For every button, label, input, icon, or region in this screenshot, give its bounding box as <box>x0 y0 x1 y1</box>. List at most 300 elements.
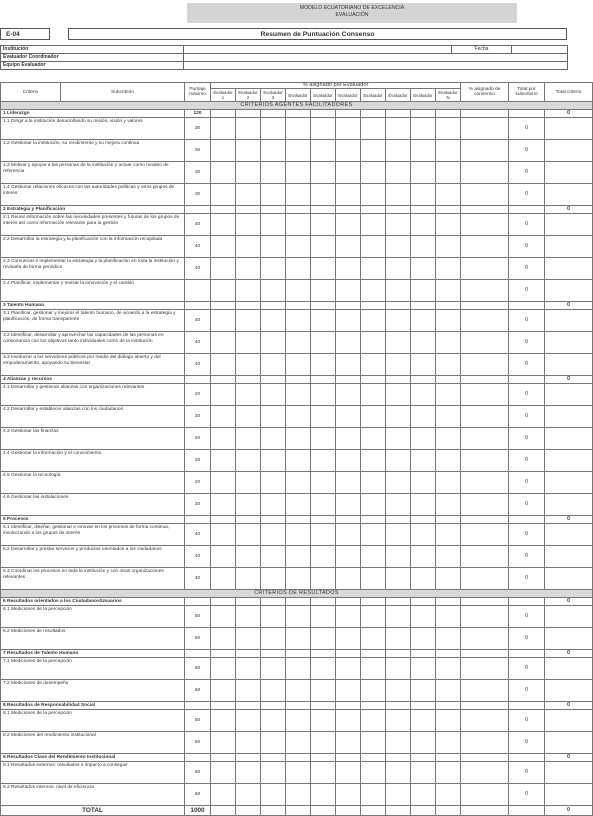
evaluator-score-cell[interactable] <box>361 568 386 590</box>
evaluator-score-cell[interactable] <box>436 428 461 450</box>
evaluator-score-cell[interactable] <box>411 784 436 806</box>
evaluator-score-cell[interactable] <box>386 310 411 332</box>
evaluator-score-cell[interactable] <box>211 184 236 206</box>
evaluator-score-cell[interactable] <box>436 472 461 494</box>
evaluator-score-cell[interactable] <box>361 118 386 140</box>
evaluator-score-cell[interactable] <box>261 384 286 406</box>
evaluator-score-cell[interactable] <box>336 658 361 680</box>
evaluator-score-cell[interactable] <box>386 628 411 650</box>
evaluator-score-cell[interactable] <box>436 354 461 376</box>
evaluator-score-cell[interactable] <box>361 162 386 184</box>
evaluator-score-cell[interactable] <box>286 332 311 354</box>
evaluator-score-cell[interactable] <box>211 354 236 376</box>
evaluator-score-cell[interactable] <box>261 354 286 376</box>
evaluator-score-cell[interactable] <box>436 406 461 428</box>
evaluator-score-cell[interactable] <box>236 546 261 568</box>
consensus-score-cell[interactable] <box>461 384 509 406</box>
evaluator-score-cell[interactable] <box>211 280 236 302</box>
evaluator-score-cell[interactable] <box>311 140 336 162</box>
evaluator-score-cell[interactable] <box>261 762 286 784</box>
evaluator-score-cell[interactable] <box>386 406 411 428</box>
evaluator-score-cell[interactable] <box>336 784 361 806</box>
evaluator-score-cell[interactable] <box>261 332 286 354</box>
evaluator-score-cell[interactable] <box>211 214 236 236</box>
evaluator-score-cell[interactable] <box>361 428 386 450</box>
evaluator-score-cell[interactable] <box>436 118 461 140</box>
evaluator-score-cell[interactable] <box>261 406 286 428</box>
evaluator-score-cell[interactable] <box>236 310 261 332</box>
consensus-score-cell[interactable] <box>461 710 509 732</box>
evaluator-score-cell[interactable] <box>386 606 411 628</box>
evaluator-score-cell[interactable] <box>411 354 436 376</box>
evaluator-score-cell[interactable] <box>236 762 261 784</box>
evaluator-score-cell[interactable] <box>311 524 336 546</box>
evaluator-score-cell[interactable] <box>236 354 261 376</box>
evaluator-score-cell[interactable] <box>386 494 411 516</box>
evaluator-score-cell[interactable] <box>436 762 461 784</box>
evaluator-score-cell[interactable] <box>361 658 386 680</box>
evaluator-score-cell[interactable] <box>436 162 461 184</box>
consensus-score-cell[interactable] <box>461 310 509 332</box>
evaluator-score-cell[interactable] <box>311 184 336 206</box>
evaluator-score-cell[interactable] <box>386 384 411 406</box>
evaluator-score-cell[interactable] <box>336 628 361 650</box>
evaluator-score-cell[interactable] <box>211 546 236 568</box>
evaluator-score-cell[interactable] <box>336 140 361 162</box>
evaluator-score-cell[interactable] <box>361 472 386 494</box>
evaluator-score-cell[interactable] <box>236 214 261 236</box>
evaluator-score-cell[interactable] <box>336 546 361 568</box>
evaluator-score-cell[interactable] <box>336 494 361 516</box>
evaluator-score-cell[interactable] <box>211 384 236 406</box>
evaluator-score-cell[interactable] <box>386 784 411 806</box>
evaluator-score-cell[interactable] <box>386 658 411 680</box>
evaluator-score-cell[interactable] <box>361 494 386 516</box>
evaluator-score-cell[interactable] <box>411 406 436 428</box>
evaluator-score-cell[interactable] <box>311 494 336 516</box>
consensus-score-cell[interactable] <box>461 494 509 516</box>
evaluator-score-cell[interactable] <box>211 472 236 494</box>
consensus-score-cell[interactable] <box>461 406 509 428</box>
evaluator-score-cell[interactable] <box>336 428 361 450</box>
evaluator-score-cell[interactable] <box>411 140 436 162</box>
evaluator-score-cell[interactable] <box>211 568 236 590</box>
evaluator-score-cell[interactable] <box>211 606 236 628</box>
evaluator-score-cell[interactable] <box>236 236 261 258</box>
evaluator-score-cell[interactable] <box>411 236 436 258</box>
evaluator-score-cell[interactable] <box>386 280 411 302</box>
evaluator-score-cell[interactable] <box>261 784 286 806</box>
evaluator-score-cell[interactable] <box>286 606 311 628</box>
evaluator-score-cell[interactable] <box>261 236 286 258</box>
evaluator-score-cell[interactable] <box>386 450 411 472</box>
evaluator-score-cell[interactable] <box>361 784 386 806</box>
evaluator-score-cell[interactable] <box>361 310 386 332</box>
evaluator-score-cell[interactable] <box>311 546 336 568</box>
evaluator-score-cell[interactable] <box>286 258 311 280</box>
evaluator-score-cell[interactable] <box>211 524 236 546</box>
evaluator-score-cell[interactable] <box>261 568 286 590</box>
evaluator-score-cell[interactable] <box>286 214 311 236</box>
evaluator-score-cell[interactable] <box>436 236 461 258</box>
evaluator-score-cell[interactable] <box>261 606 286 628</box>
evaluator-score-cell[interactable] <box>436 280 461 302</box>
evaluator-score-cell[interactable] <box>236 184 261 206</box>
consensus-score-cell[interactable] <box>461 280 509 302</box>
evaluator-score-cell[interactable] <box>336 184 361 206</box>
evaluator-score-cell[interactable] <box>361 236 386 258</box>
evaluator-score-cell[interactable] <box>311 280 336 302</box>
evaluator-score-cell[interactable] <box>311 568 336 590</box>
evaluator-score-cell[interactable] <box>436 710 461 732</box>
evaluator-score-cell[interactable] <box>411 658 436 680</box>
evaluator-score-cell[interactable] <box>436 214 461 236</box>
coordinator-field[interactable] <box>184 54 568 62</box>
evaluator-score-cell[interactable] <box>211 118 236 140</box>
evaluator-score-cell[interactable] <box>236 568 261 590</box>
evaluator-score-cell[interactable] <box>386 140 411 162</box>
evaluator-score-cell[interactable] <box>286 384 311 406</box>
evaluator-score-cell[interactable] <box>336 384 361 406</box>
evaluator-score-cell[interactable] <box>261 546 286 568</box>
evaluator-score-cell[interactable] <box>436 680 461 702</box>
consensus-score-cell[interactable] <box>461 236 509 258</box>
evaluator-score-cell[interactable] <box>236 606 261 628</box>
evaluator-score-cell[interactable] <box>336 280 361 302</box>
evaluator-score-cell[interactable] <box>386 472 411 494</box>
evaluator-score-cell[interactable] <box>236 784 261 806</box>
evaluator-score-cell[interactable] <box>386 236 411 258</box>
evaluator-score-cell[interactable] <box>411 732 436 754</box>
evaluator-score-cell[interactable] <box>411 118 436 140</box>
evaluator-score-cell[interactable] <box>286 280 311 302</box>
evaluator-score-cell[interactable] <box>286 118 311 140</box>
evaluator-score-cell[interactable] <box>436 546 461 568</box>
evaluator-score-cell[interactable] <box>286 310 311 332</box>
evaluator-score-cell[interactable] <box>361 450 386 472</box>
evaluator-score-cell[interactable] <box>261 472 286 494</box>
evaluator-score-cell[interactable] <box>286 762 311 784</box>
evaluator-score-cell[interactable] <box>236 658 261 680</box>
evaluator-score-cell[interactable] <box>311 710 336 732</box>
evaluator-score-cell[interactable] <box>211 406 236 428</box>
evaluator-score-cell[interactable] <box>236 732 261 754</box>
evaluator-score-cell[interactable] <box>386 710 411 732</box>
evaluator-score-cell[interactable] <box>261 732 286 754</box>
evaluator-score-cell[interactable] <box>411 606 436 628</box>
evaluator-score-cell[interactable] <box>236 332 261 354</box>
evaluator-score-cell[interactable] <box>436 732 461 754</box>
evaluator-score-cell[interactable] <box>411 184 436 206</box>
evaluator-score-cell[interactable] <box>286 568 311 590</box>
evaluator-score-cell[interactable] <box>236 406 261 428</box>
evaluator-score-cell[interactable] <box>411 568 436 590</box>
evaluator-score-cell[interactable] <box>236 428 261 450</box>
evaluator-score-cell[interactable] <box>261 214 286 236</box>
evaluator-score-cell[interactable] <box>311 162 336 184</box>
evaluator-score-cell[interactable] <box>361 628 386 650</box>
evaluator-score-cell[interactable] <box>411 384 436 406</box>
evaluator-score-cell[interactable] <box>311 472 336 494</box>
evaluator-score-cell[interactable] <box>211 732 236 754</box>
consensus-score-cell[interactable] <box>461 784 509 806</box>
consensus-score-cell[interactable] <box>461 762 509 784</box>
team-field[interactable] <box>184 62 568 70</box>
evaluator-score-cell[interactable] <box>436 332 461 354</box>
evaluator-score-cell[interactable] <box>286 710 311 732</box>
evaluator-score-cell[interactable] <box>261 450 286 472</box>
evaluator-score-cell[interactable] <box>411 762 436 784</box>
evaluator-score-cell[interactable] <box>211 784 236 806</box>
evaluator-score-cell[interactable] <box>386 162 411 184</box>
evaluator-score-cell[interactable] <box>436 524 461 546</box>
evaluator-score-cell[interactable] <box>361 354 386 376</box>
evaluator-score-cell[interactable] <box>361 732 386 754</box>
evaluator-score-cell[interactable] <box>411 214 436 236</box>
evaluator-score-cell[interactable] <box>361 546 386 568</box>
evaluator-score-cell[interactable] <box>261 162 286 184</box>
evaluator-score-cell[interactable] <box>236 450 261 472</box>
evaluator-score-cell[interactable] <box>386 428 411 450</box>
evaluator-score-cell[interactable] <box>411 332 436 354</box>
evaluator-score-cell[interactable] <box>286 524 311 546</box>
evaluator-score-cell[interactable] <box>336 354 361 376</box>
evaluator-score-cell[interactable] <box>211 310 236 332</box>
evaluator-score-cell[interactable] <box>411 628 436 650</box>
evaluator-score-cell[interactable] <box>361 258 386 280</box>
evaluator-score-cell[interactable] <box>436 140 461 162</box>
evaluator-score-cell[interactable] <box>236 680 261 702</box>
evaluator-score-cell[interactable] <box>311 332 336 354</box>
evaluator-score-cell[interactable] <box>436 450 461 472</box>
evaluator-score-cell[interactable] <box>386 332 411 354</box>
evaluator-score-cell[interactable] <box>286 680 311 702</box>
evaluator-score-cell[interactable] <box>286 428 311 450</box>
consensus-score-cell[interactable] <box>461 354 509 376</box>
evaluator-score-cell[interactable] <box>286 354 311 376</box>
consensus-score-cell[interactable] <box>461 472 509 494</box>
evaluator-score-cell[interactable] <box>211 710 236 732</box>
evaluator-score-cell[interactable] <box>361 710 386 732</box>
evaluator-score-cell[interactable] <box>311 784 336 806</box>
evaluator-score-cell[interactable] <box>361 606 386 628</box>
evaluator-score-cell[interactable] <box>286 628 311 650</box>
evaluator-score-cell[interactable] <box>411 680 436 702</box>
evaluator-score-cell[interactable] <box>386 184 411 206</box>
evaluator-score-cell[interactable] <box>361 214 386 236</box>
consensus-score-cell[interactable] <box>461 428 509 450</box>
evaluator-score-cell[interactable] <box>311 118 336 140</box>
evaluator-score-cell[interactable] <box>311 354 336 376</box>
evaluator-score-cell[interactable] <box>411 546 436 568</box>
evaluator-score-cell[interactable] <box>436 384 461 406</box>
evaluator-score-cell[interactable] <box>236 524 261 546</box>
evaluator-score-cell[interactable] <box>261 494 286 516</box>
evaluator-score-cell[interactable] <box>311 628 336 650</box>
evaluator-score-cell[interactable] <box>311 732 336 754</box>
evaluator-score-cell[interactable] <box>286 184 311 206</box>
evaluator-score-cell[interactable] <box>336 680 361 702</box>
evaluator-score-cell[interactable] <box>261 628 286 650</box>
evaluator-score-cell[interactable] <box>286 406 311 428</box>
consensus-score-cell[interactable] <box>461 258 509 280</box>
consensus-score-cell[interactable] <box>461 162 509 184</box>
evaluator-score-cell[interactable] <box>411 450 436 472</box>
evaluator-score-cell[interactable] <box>286 450 311 472</box>
evaluator-score-cell[interactable] <box>336 710 361 732</box>
evaluator-score-cell[interactable] <box>386 546 411 568</box>
consensus-score-cell[interactable] <box>461 184 509 206</box>
evaluator-score-cell[interactable] <box>261 258 286 280</box>
evaluator-score-cell[interactable] <box>336 524 361 546</box>
evaluator-score-cell[interactable] <box>236 628 261 650</box>
evaluator-score-cell[interactable] <box>336 762 361 784</box>
consensus-score-cell[interactable] <box>461 606 509 628</box>
evaluator-score-cell[interactable] <box>436 184 461 206</box>
evaluator-score-cell[interactable] <box>211 762 236 784</box>
evaluator-score-cell[interactable] <box>261 310 286 332</box>
evaluator-score-cell[interactable] <box>336 332 361 354</box>
evaluator-score-cell[interactable] <box>211 140 236 162</box>
evaluator-score-cell[interactable] <box>311 406 336 428</box>
evaluator-score-cell[interactable] <box>336 214 361 236</box>
evaluator-score-cell[interactable] <box>211 628 236 650</box>
evaluator-score-cell[interactable] <box>361 406 386 428</box>
consensus-score-cell[interactable] <box>461 332 509 354</box>
evaluator-score-cell[interactable] <box>311 236 336 258</box>
evaluator-score-cell[interactable] <box>236 258 261 280</box>
consensus-score-cell[interactable] <box>461 568 509 590</box>
evaluator-score-cell[interactable] <box>386 732 411 754</box>
evaluator-score-cell[interactable] <box>361 140 386 162</box>
evaluator-score-cell[interactable] <box>211 258 236 280</box>
evaluator-score-cell[interactable] <box>211 236 236 258</box>
evaluator-score-cell[interactable] <box>211 450 236 472</box>
evaluator-score-cell[interactable] <box>311 384 336 406</box>
evaluator-score-cell[interactable] <box>211 658 236 680</box>
evaluator-score-cell[interactable] <box>386 568 411 590</box>
evaluator-score-cell[interactable] <box>386 214 411 236</box>
evaluator-score-cell[interactable] <box>211 680 236 702</box>
consensus-score-cell[interactable] <box>461 658 509 680</box>
evaluator-score-cell[interactable] <box>261 280 286 302</box>
evaluator-score-cell[interactable] <box>336 568 361 590</box>
evaluator-score-cell[interactable] <box>286 236 311 258</box>
evaluator-score-cell[interactable] <box>361 384 386 406</box>
evaluator-score-cell[interactable] <box>436 568 461 590</box>
evaluator-score-cell[interactable] <box>211 428 236 450</box>
evaluator-score-cell[interactable] <box>411 472 436 494</box>
evaluator-score-cell[interactable] <box>311 428 336 450</box>
evaluator-score-cell[interactable] <box>236 472 261 494</box>
evaluator-score-cell[interactable] <box>336 606 361 628</box>
consensus-score-cell[interactable] <box>461 214 509 236</box>
date-field[interactable] <box>512 46 568 54</box>
consensus-score-cell[interactable] <box>461 140 509 162</box>
consensus-score-cell[interactable] <box>461 546 509 568</box>
evaluator-score-cell[interactable] <box>361 680 386 702</box>
evaluator-score-cell[interactable] <box>311 762 336 784</box>
consensus-score-cell[interactable] <box>461 450 509 472</box>
evaluator-score-cell[interactable] <box>311 658 336 680</box>
evaluator-score-cell[interactable] <box>286 162 311 184</box>
evaluator-score-cell[interactable] <box>236 140 261 162</box>
evaluator-score-cell[interactable] <box>411 280 436 302</box>
evaluator-score-cell[interactable] <box>361 524 386 546</box>
evaluator-score-cell[interactable] <box>236 162 261 184</box>
evaluator-score-cell[interactable] <box>286 472 311 494</box>
evaluator-score-cell[interactable] <box>361 280 386 302</box>
evaluator-score-cell[interactable] <box>261 680 286 702</box>
consensus-score-cell[interactable] <box>461 628 509 650</box>
evaluator-score-cell[interactable] <box>236 384 261 406</box>
evaluator-score-cell[interactable] <box>311 450 336 472</box>
evaluator-score-cell[interactable] <box>436 658 461 680</box>
evaluator-score-cell[interactable] <box>386 118 411 140</box>
evaluator-score-cell[interactable] <box>336 450 361 472</box>
consensus-score-cell[interactable] <box>461 524 509 546</box>
evaluator-score-cell[interactable] <box>261 118 286 140</box>
evaluator-score-cell[interactable] <box>311 258 336 280</box>
evaluator-score-cell[interactable] <box>211 332 236 354</box>
evaluator-score-cell[interactable] <box>436 606 461 628</box>
evaluator-score-cell[interactable] <box>336 406 361 428</box>
evaluator-score-cell[interactable] <box>311 214 336 236</box>
evaluator-score-cell[interactable] <box>236 118 261 140</box>
evaluator-score-cell[interactable] <box>336 472 361 494</box>
evaluator-score-cell[interactable] <box>336 732 361 754</box>
evaluator-score-cell[interactable] <box>411 710 436 732</box>
evaluator-score-cell[interactable] <box>211 162 236 184</box>
evaluator-score-cell[interactable] <box>436 784 461 806</box>
evaluator-score-cell[interactable] <box>436 258 461 280</box>
consensus-score-cell[interactable] <box>461 680 509 702</box>
evaluator-score-cell[interactable] <box>261 710 286 732</box>
evaluator-score-cell[interactable] <box>361 184 386 206</box>
evaluator-score-cell[interactable] <box>311 606 336 628</box>
evaluator-score-cell[interactable] <box>286 784 311 806</box>
evaluator-score-cell[interactable] <box>411 258 436 280</box>
consensus-score-cell[interactable] <box>461 118 509 140</box>
evaluator-score-cell[interactable] <box>436 494 461 516</box>
evaluator-score-cell[interactable] <box>236 494 261 516</box>
evaluator-score-cell[interactable] <box>386 258 411 280</box>
evaluator-score-cell[interactable] <box>286 732 311 754</box>
evaluator-score-cell[interactable] <box>261 524 286 546</box>
evaluator-score-cell[interactable] <box>211 494 236 516</box>
evaluator-score-cell[interactable] <box>386 762 411 784</box>
evaluator-score-cell[interactable] <box>361 762 386 784</box>
evaluator-score-cell[interactable] <box>436 628 461 650</box>
evaluator-score-cell[interactable] <box>386 354 411 376</box>
evaluator-score-cell[interactable] <box>261 658 286 680</box>
consensus-score-cell[interactable] <box>461 732 509 754</box>
evaluator-score-cell[interactable] <box>236 710 261 732</box>
evaluator-score-cell[interactable] <box>311 310 336 332</box>
evaluator-score-cell[interactable] <box>336 310 361 332</box>
evaluator-score-cell[interactable] <box>261 184 286 206</box>
evaluator-score-cell[interactable] <box>261 140 286 162</box>
evaluator-score-cell[interactable] <box>286 140 311 162</box>
evaluator-score-cell[interactable] <box>336 258 361 280</box>
evaluator-score-cell[interactable] <box>286 658 311 680</box>
evaluator-score-cell[interactable] <box>286 546 311 568</box>
evaluator-score-cell[interactable] <box>436 310 461 332</box>
evaluator-score-cell[interactable] <box>411 162 436 184</box>
evaluator-score-cell[interactable] <box>361 332 386 354</box>
evaluator-score-cell[interactable] <box>386 680 411 702</box>
evaluator-score-cell[interactable] <box>336 162 361 184</box>
